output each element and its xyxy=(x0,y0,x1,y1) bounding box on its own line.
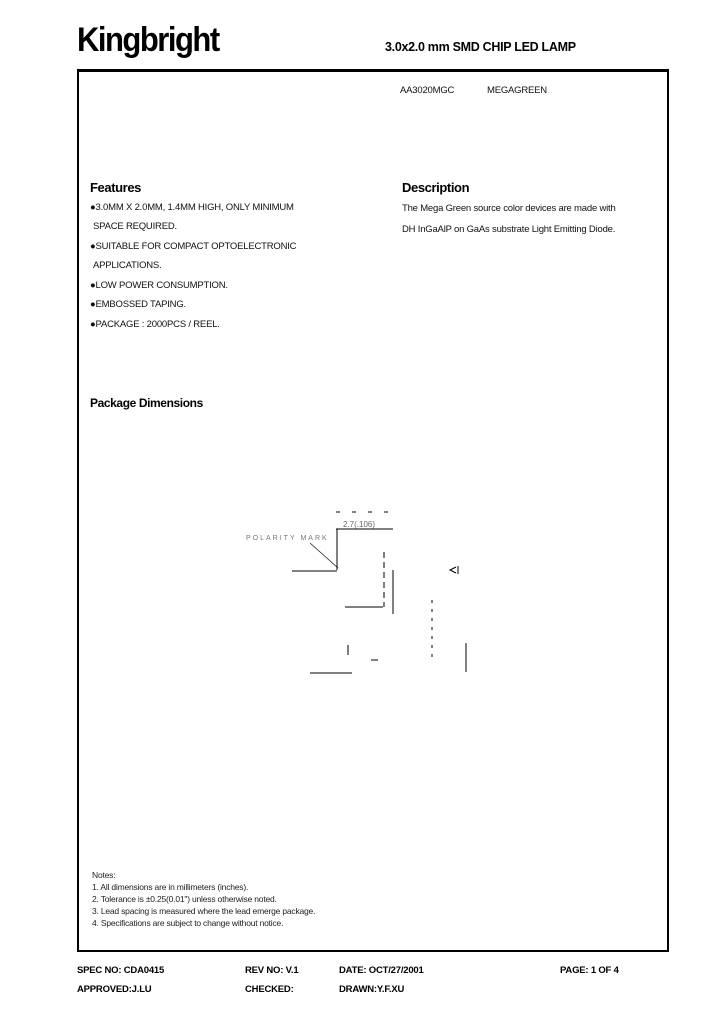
checked-by: CHECKED: xyxy=(245,984,294,995)
description-heading: Description xyxy=(402,180,470,195)
feature-item: ●SUITABLE FOR COMPACT OPTOELECTRONIC xyxy=(90,241,297,252)
feature-item: ●PACKAGE : 2000PCS / REEL. xyxy=(90,319,220,330)
approved-by: APPROVED:J.LU xyxy=(77,984,152,995)
features-heading: Features xyxy=(90,180,141,195)
feature-item: APPLICATIONS. xyxy=(93,260,162,271)
leader-line xyxy=(310,543,338,568)
polarity-mark-label: POLARITY MARK xyxy=(246,535,329,542)
date: DATE: OCT/27/2001 xyxy=(339,965,424,976)
diode-symbol xyxy=(450,566,458,574)
revision-number: REV NO: V.1 xyxy=(245,965,299,976)
note-item: 1. All dimensions are in millimeters (inches). xyxy=(92,882,249,892)
page-number: PAGE: 1 OF 4 xyxy=(560,965,619,976)
feature-item: SPACE REQUIRED. xyxy=(93,221,177,232)
document-title: 3.0x2.0 mm SMD CHIP LED LAMP xyxy=(385,40,576,54)
note-item: 2. Tolerance is ±0.25(0.01") unless otherwise noted. xyxy=(92,894,277,904)
drawn-by: DRAWN:Y.F.XU xyxy=(339,984,405,995)
dimension-label: 2.7(.106) xyxy=(343,520,376,529)
description-line: The Mega Green source color devices are made with xyxy=(402,203,616,214)
part-color: MEGAGREEN xyxy=(487,85,547,96)
note-item: 3. Lead spacing is measured where the lead emerge package. xyxy=(92,906,316,916)
package-dimensions-heading: Package Dimensions xyxy=(90,396,203,410)
feature-item: ●EMBOSSED TAPING. xyxy=(90,299,186,310)
feature-item: ●3.0MM X 2.0MM, 1.4MM HIGH, ONLY MINIMUM xyxy=(90,202,294,213)
part-number: AA3020MGC xyxy=(400,85,455,96)
notes-heading: Notes: xyxy=(92,870,116,880)
note-item: 4. Specifications are subject to change without notice. xyxy=(92,918,284,928)
feature-item: ●LOW POWER CONSUMPTION. xyxy=(90,280,228,291)
kingbright-logo: Kingbright xyxy=(77,20,219,59)
description-line: DH InGaAlP on GaAs substrate Light Emitting Diode. xyxy=(402,224,616,235)
spec-number: SPEC NO: CDA0415 xyxy=(77,965,165,976)
